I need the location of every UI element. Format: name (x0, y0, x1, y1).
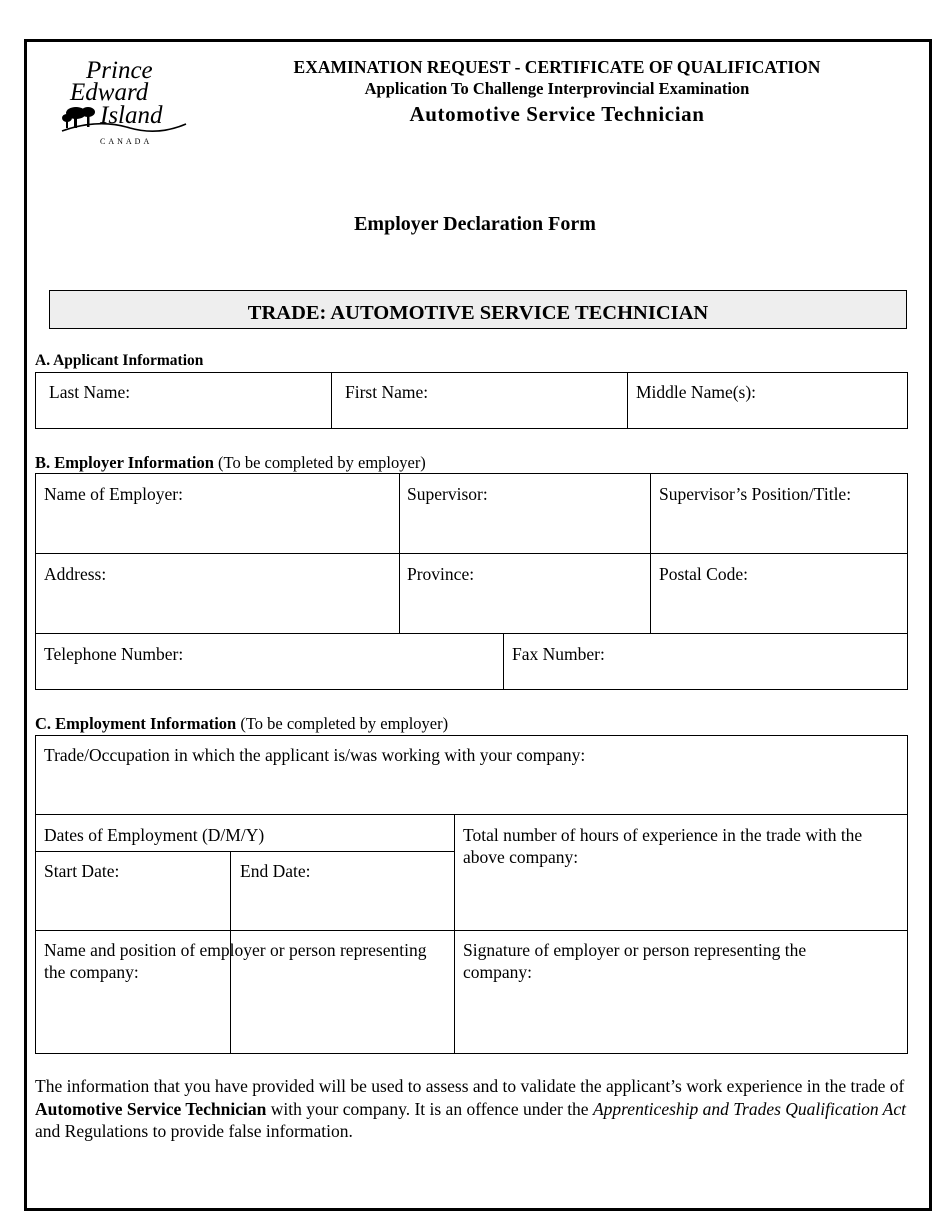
province-field[interactable]: Province: (407, 564, 475, 584)
supervisor-field[interactable]: Supervisor: (407, 484, 488, 504)
header-trade: Automotive Service Technician (409, 102, 705, 126)
disclaimer-text-2: with your company. It is an offence under the (266, 1098, 593, 1119)
last-name-field[interactable]: Last Name: (49, 382, 131, 402)
section-b-title (35, 453, 426, 473)
end-date-field[interactable]: End Date: (240, 861, 311, 881)
logo-country: CANADA (100, 137, 153, 146)
divider (503, 633, 504, 690)
supervisor-title-field[interactable]: Supervisor’s Position/Title: (659, 484, 852, 504)
section-c-heading: C. Employment Information (35, 714, 237, 733)
divider (35, 930, 908, 931)
employment-info-table (35, 735, 908, 1054)
pei-logo-graphic (58, 54, 193, 148)
form-title: Employer Declaration Form (354, 213, 596, 235)
middle-name-field[interactable]: Middle Name(s): (636, 382, 757, 402)
disclaimer-paragraph (35, 1075, 915, 1143)
pei-logo (58, 54, 193, 148)
section-c-note: (To be completed by employer) (236, 714, 449, 733)
dates-of-employment-label: Dates of Employment (D/M/Y) (44, 825, 265, 845)
employer-name-position-field[interactable]: Name and position of employer or person representing the company: (44, 940, 427, 982)
total-hours-field[interactable]: Total number of hours of experience in the trade with the above company: (463, 825, 863, 867)
divider (650, 473, 651, 633)
divider (627, 372, 628, 429)
logo-word-2: Edward (70, 79, 149, 106)
header-title: EXAMINATION REQUEST - CERTIFICATE OF QUALIFICATION (293, 57, 821, 77)
logo-word-1: Prince (86, 57, 153, 84)
header-subtitle: Application To Challenge Interprovincial Examination (364, 79, 750, 98)
section-b-heading: B. Employer Information (35, 453, 214, 472)
divider (35, 553, 908, 554)
disclaimer-text-1: The information that you have provided will be used to assess and to validate the applicant’s work experience in the trade of (35, 1076, 905, 1096)
section-a-title: A. Applicant Information (35, 352, 204, 369)
divider (35, 814, 908, 815)
trade-banner: TRADE: AUTOMOTIVE SERVICE TECHNICIAN (49, 290, 907, 329)
divider (399, 473, 400, 633)
divider (331, 372, 332, 429)
start-date-field[interactable]: Start Date: (44, 861, 120, 881)
employer-name-field[interactable]: Name of Employer: (44, 484, 183, 504)
address-field[interactable]: Address: (44, 564, 107, 584)
section-b-note: (To be completed by employer) (213, 453, 426, 472)
disclaimer-text-3: and Regulations to provide false information. (35, 1121, 353, 1141)
telephone-field[interactable]: Telephone Number: (44, 644, 184, 664)
divider (35, 633, 908, 634)
divider (35, 851, 454, 852)
section-c-title (35, 714, 448, 734)
disclaimer-trade: Automotive Service Technician (35, 1098, 267, 1119)
logo-word-3: Island (100, 102, 163, 129)
fax-field[interactable]: Fax Number: (512, 644, 605, 664)
divider (454, 814, 455, 1054)
first-name-field[interactable]: First Name: (345, 382, 429, 402)
applicant-info-table (35, 372, 908, 429)
employer-signature-field[interactable]: Signature of employer or person representing the company: (463, 940, 807, 982)
postal-code-field[interactable]: Postal Code: (659, 564, 748, 584)
disclaimer-act: Apprenticeship and Trades Qualification Act (592, 1098, 906, 1119)
trade-occupation-field[interactable]: Trade/Occupation in which the applicant is/was working with your company: (44, 745, 586, 765)
